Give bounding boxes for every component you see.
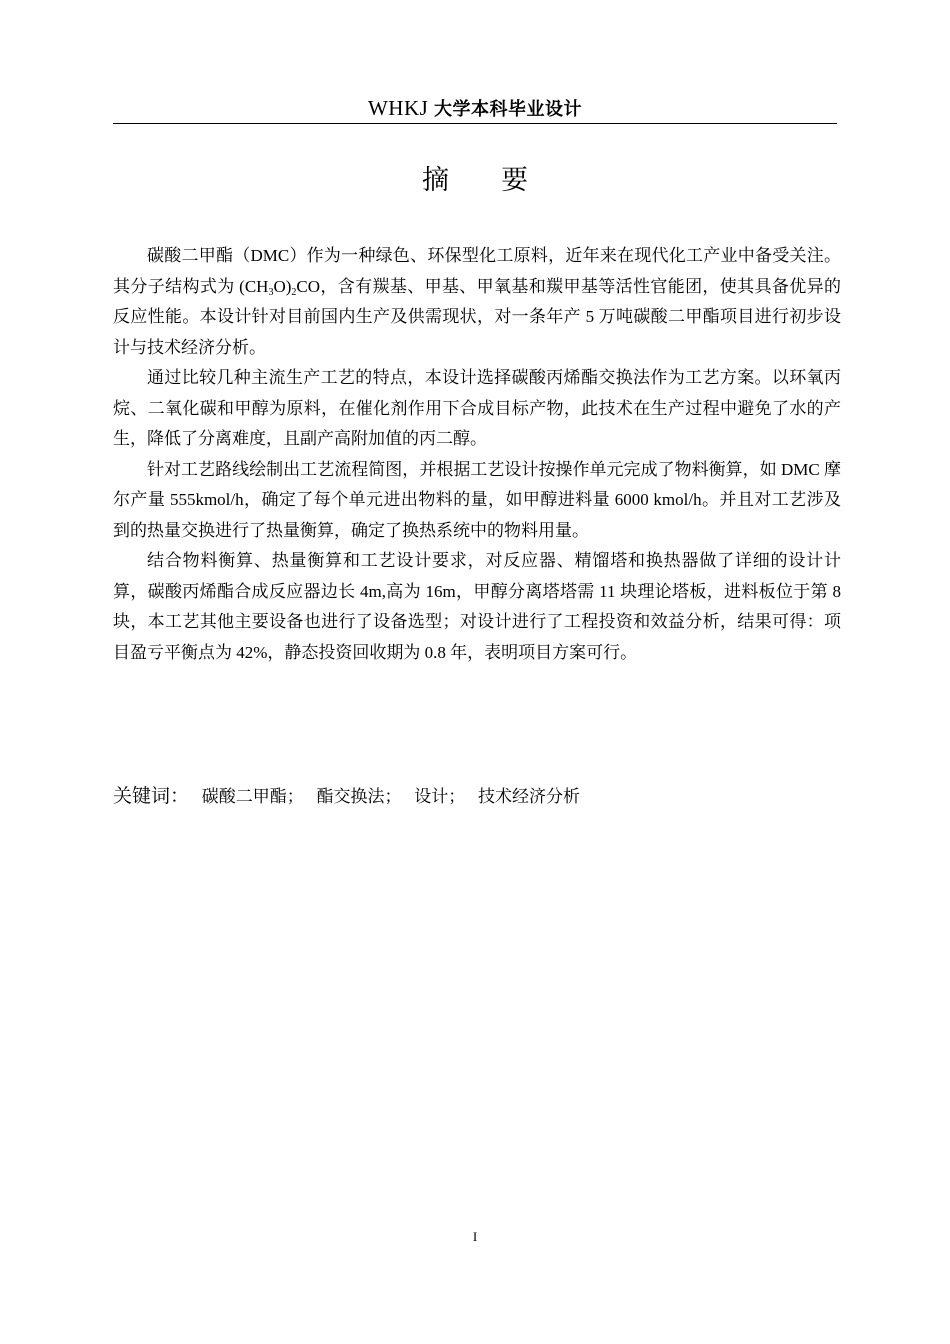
abstract-paragraph-3: 针对工艺路线绘制出工艺流程简图，并根据工艺设计按操作单元完成了物料衡算，如 DMC 摩尔产量 555kmol/h，确定了每个单元进出物料的量，如甲醇进料量 6000 kmol/h。并且对工艺涉及到的热量交换进行了热量衡算，确定了换热系统中的物料用量。 — [113, 459, 841, 540]
header-cjk: 大学本科毕业设计 — [434, 99, 583, 120]
abstract-paragraph-2: 通过比较几种主流生产工艺的特点，本设计选择碳酸丙烯酯交换法作为工艺方案。以环氧丙烷、二氧化碳和甲醇为原料，在催化剂作用下合成目标产物，此技术在生产过程中避免了水的产生，降低了分离难度，且副产高附加值的丙二醇。 — [113, 368, 841, 448]
abstract-body — [113, 241, 841, 668]
keywords-line — [113, 781, 837, 812]
page-number: I — [472, 1229, 478, 1244]
abstract-paragraph-4: 结合物料衡算、热量衡算和工艺设计要求，对反应器、精馏塔和换热器做了详细的设计计算，碳酸丙烯酯合成反应器边长 4m,高为 16m，甲醇分离塔塔需 11 块理论塔板，进料板位于第 8 块，本工艺其他主要设备也进行了设备选型；对设计进行了工程投资和效益分析，结果可得：项目盈亏平衡点为 42%，静态投资回收期为 0.8 年，表明项目方案可行。 — [113, 551, 841, 662]
abstract-title: 摘要 — [422, 165, 580, 196]
header-rule — [113, 123, 837, 124]
header-latin: WHKJ — [367, 96, 435, 120]
keyword-item: 设计； — [414, 787, 466, 806]
keyword-item: 技术经济分析 — [478, 787, 581, 806]
abstract-paragraph-1: 碳酸二甲酯（DMC）作为一种绿色、环保型化工原料，近年来在现代化工产业中备受关注。其分子结构式为 $(CH_3O)_2CO$，含有羰基、甲基、甲氧基和羰甲基等活性官能团，使其具备优异的反应性能。本设计针对目前国内生产及供需现状，对一条年产 5 万吨碳酸二甲酯项目进行初步设计与技术经济分析。 — [113, 246, 841, 357]
keywords-label: 关键词： — [113, 785, 190, 807]
keyword-item: 酯交换法； — [316, 787, 402, 806]
page-header — [113, 94, 837, 124]
keyword-item: 碳酸二甲酯； — [201, 787, 304, 806]
